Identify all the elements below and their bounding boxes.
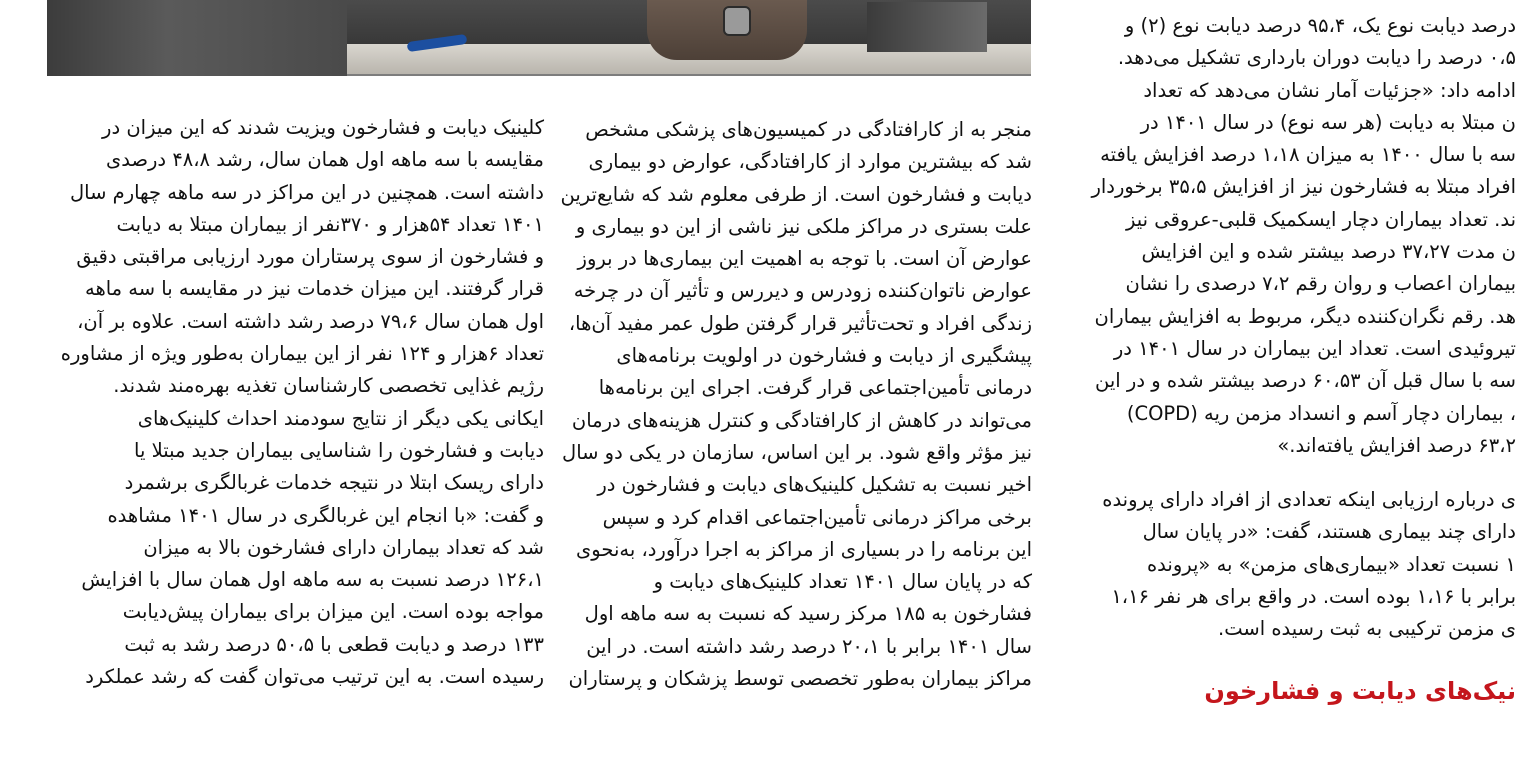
- text-line: ی درباره ارزیابی اینکه تعدادی از افراد دارای پرونده: [1102, 488, 1516, 512]
- text-line: ند. تعداد بیماران دچار ایسکمیک قلبی-عروقی نیز: [1125, 207, 1516, 231]
- text-line: می‌تواند در کاهش از کارافتادگی و کنترل هزینه‌های درمان: [571, 408, 1032, 432]
- text-line: که در پایان سال ۱۴۰۱ تعداد کلینیک‌های دیابت و: [653, 570, 1032, 594]
- photo-object: [867, 2, 987, 52]
- text-line: و گفت: «با انجام این غربالگری در سال ۱۴۰۱ مشاهده: [107, 503, 544, 527]
- text-line: اخیر نسبت به تشکیل کلینیک‌های دیابت و فشارخون در: [597, 473, 1032, 497]
- text-line: افراد مبتلا به فشارخون نیز از افزایش ۳۵،۵ برخوردار: [1091, 175, 1516, 199]
- section-heading: نیک‌های دیابت و فشارخون: [1204, 676, 1516, 705]
- text-line: ایکانی یکی دیگر از نتایج سودمند احداث کلینیک‌های: [137, 406, 544, 430]
- text-line: ی مزمن ترکیبی به ثبت رسیده است.: [1218, 617, 1516, 641]
- text-line: اول همان سال ۷۹،۶ درصد رشد داشته است. علاوه بر آن،: [77, 309, 544, 333]
- text-line: سه با سال ۱۴۰۰ به میزان ۱،۱۸ درصد افزایش یافته: [1100, 143, 1516, 167]
- text-line: این برنامه را در بسیاری از مراکز به اجرا درآورد، به‌نحوی: [576, 537, 1032, 561]
- text-line: ۱۳۳ درصد و دیابت قطعی با ۵۰،۵ درصد رشد به ثبت: [124, 632, 544, 656]
- article-column-middle: [556, 114, 1032, 779]
- text-line: رسیده است. به این ترتیب می‌توان گفت که رشد عملکرد: [85, 665, 544, 689]
- text-line: عوارض ناتوان‌کننده زودرس و دیررس و تأثیر آن در چرخه: [573, 279, 1032, 303]
- text-line: تعداد ۶هزار و ۱۲۴ نفر از این بیماران به‌طور ویژه از مشاوره: [60, 342, 544, 366]
- text-line: هد. رقم نگران‌کننده دیگر، مربوط به افزایش بیماران: [1094, 304, 1516, 328]
- text-line: ۰،۵ درصد را دیابت دوران بارداری تشکیل می‌دهد.: [1117, 46, 1516, 70]
- text-line: ۶۳،۲ درصد افزایش یافته‌اند.»: [1277, 433, 1516, 457]
- text-line: دیابت و فشارخون است. از طرفی معلوم شد که شایع‌ترین: [560, 182, 1032, 206]
- text-line: دارای ریسک ابتلا در نتیجه خدمات غربالگری برشمرد: [124, 471, 544, 495]
- text-line: ۱۴۰۱ تعداد ۵۴هزار و ۳۷۰نفر از بیماران مبتلا به دیابت: [116, 212, 544, 236]
- text-line: ن مبتلا به دیابت (هر سه نوع) در سال ۱۴۰۱ در: [1140, 110, 1516, 134]
- text-line: کلینیک دیابت و فشارخون ویزیت شدند که این میزان در: [102, 116, 544, 139]
- text-line: سال ۱۴۰۱ برابر با ۲۰،۱ درصد رشد داشته است. در این: [586, 634, 1032, 658]
- text-line: سه با سال قبل آن ۶۰،۵۳ درصد بیشتر شده و در این: [1095, 369, 1516, 393]
- text-line: و فشارخون از سوی پرستاران مورد ارزیابی مراقبتی دقیق: [76, 245, 544, 269]
- text-line: درمانی تأمین‌اجتماعی قرار گرفت. اجرای این برنامه‌ها: [598, 376, 1032, 400]
- text-line: زندگی افراد و تحت‌تأثیر قرار گرفتن طول عمر مفید آن‌ها،: [568, 311, 1032, 335]
- text-line: تیروئیدی است. تعداد این بیماران در سال ۱۴۰۱ در: [1113, 336, 1516, 360]
- text-line: رژیم غذایی تخصصی کارشناسان تغذیه بهره‌مند شدند.: [113, 374, 544, 398]
- text-line: نیز مؤثر واقع شود. بر این اساس، سازمان در یکی دو سال: [562, 440, 1032, 464]
- article-photo: [47, 0, 1031, 76]
- text-line: برابر با ۱،۱۶ بوده است. در واقع برای هر نفر ۱،۱۶: [1111, 585, 1516, 609]
- text-line: درصد دیابت نوع یک، ۹۵،۴ درصد دیابت نوع (۲) و: [1124, 14, 1516, 37]
- text-line: دارای چند بیماری هستند، گفت: «در پایان سال: [1142, 520, 1516, 544]
- article-column-left: [48, 112, 544, 779]
- text-line: مواجه بوده است. این میزان برای بیماران پیش‌دیابت: [122, 600, 544, 624]
- text-line: مراکز بیماران به‌طور تخصصی توسط پزشکان و پرستاران: [568, 667, 1032, 691]
- text-line: پیشگیری از دیابت و فشارخون در اولویت برنامه‌های: [616, 344, 1032, 368]
- text-line: داشته است. همچنین در این مراکز در سه ماهه چهارم سال: [69, 180, 544, 204]
- text-line: دیابت و فشارخون را شناسایی بیماران جدید مبتلا یا: [134, 438, 544, 462]
- photo-watch: [723, 6, 751, 36]
- text-line: علت بستری در مراکز ملکی نیز ناشی از این دو بیماری و: [575, 214, 1032, 238]
- text-line: ۱۲۶،۱ درصد نسبت به سه ماهه اول همان سال با افزایش: [81, 568, 544, 592]
- text-line: قرار گرفتند. این میزان خدمات نیز در مقایسه با سه ماهه: [84, 277, 544, 301]
- text-line: بیماران اعصاب و روان رقم ۷،۲ درصدی را نشان: [1125, 272, 1516, 296]
- text-line: ۱ نسبت تعداد «بیماری‌های مزمن» به «پرونده: [1146, 552, 1516, 576]
- text-line: شد که تعداد بیماران دارای فشارخون بالا به میزان: [143, 535, 544, 559]
- text-line: عوارض آن است. با توجه به اهمیت این بیماری‌ها در بروز: [577, 247, 1032, 271]
- text-line: ادامه داد: «جزئیات آمار نشان می‌دهد که تعداد: [1143, 78, 1516, 102]
- text-line: ن مدت ۳۷،۲۷ درصد بیشتر شده و این افزایش: [1141, 240, 1516, 264]
- text-line: مقایسه با سه ماهه اول همان سال، رشد ۴۸،۸ درصدی: [105, 148, 544, 172]
- photo-bookshelf: [47, 0, 347, 76]
- text-line: برخی مراکز درمانی تأمین‌اجتماعی اقدام کرد و سپس: [602, 505, 1032, 529]
- text-line: منجر به از کارافتادگی در کمیسیون‌های پزشکی مشخص: [585, 118, 1032, 141]
- article-column-right: [1064, 0, 1516, 779]
- text-line: شد که بیشترین موارد از کارافتادگی، عوارض دو بیماری: [588, 150, 1032, 174]
- text-line: ، بیماران دچار آسم و انسداد مزمن ریه (COPD): [1126, 401, 1516, 425]
- text-line: فشارخون به ۱۸۵ مرکز رسید که نسبت به سه ماهه اول: [584, 602, 1032, 626]
